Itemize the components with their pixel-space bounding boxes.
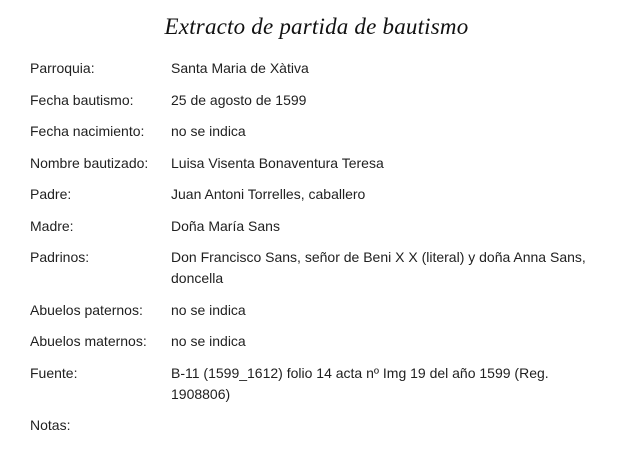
field-row-parroquia <box>30 58 610 79</box>
field-label: Notas: <box>30 417 71 433</box>
field-value: Don Francisco Sans, señor de Beni X X (literal) y doña Anna Sans, doncella <box>171 249 586 286</box>
field-label: Padre: <box>30 186 72 202</box>
record-fields <box>30 58 610 447</box>
field-value: Santa Maria de Xàtiva <box>171 60 309 76</box>
document-title: Extracto de partida de bautismo <box>164 14 469 39</box>
field-value <box>171 415 610 436</box>
field-row-abuelos-maternos <box>30 331 610 352</box>
field-value: B-11 (1599_1612) folio 14 acta nº Img 19 del año 1599 (Reg. 1908806) <box>171 364 549 402</box>
field-value: no se indica <box>171 301 246 318</box>
field-row-fuente <box>30 363 610 405</box>
field-label: Abuelos paternos: <box>30 301 143 318</box>
field-row-nombre-bautizado <box>30 153 610 174</box>
field-row-madre <box>30 216 610 237</box>
field-row-fecha-nacimiento <box>30 121 610 142</box>
field-value: Luisa Visenta Bonaventura Teresa <box>171 154 384 171</box>
field-label: Nombre bautizado: <box>30 154 149 171</box>
field-row-padrinos <box>30 247 610 289</box>
field-label: Fuente: <box>30 364 78 381</box>
field-label: Madre: <box>30 217 74 234</box>
field-label: Fecha bautismo: <box>30 91 134 108</box>
field-value: 25 de agosto de 1599 <box>171 91 307 108</box>
field-row-padre <box>30 184 610 205</box>
field-value: no se indica <box>171 333 246 349</box>
field-label: Abuelos maternos: <box>30 333 147 349</box>
field-label: Padrinos: <box>30 249 90 265</box>
field-row-fecha-bautismo <box>30 90 610 111</box>
field-label: Fecha nacimiento: <box>30 123 145 139</box>
field-row-abuelos-paternos <box>30 300 610 321</box>
field-value: Juan Antoni Torrelles, caballero <box>171 186 366 202</box>
field-label: Parroquia: <box>30 60 95 76</box>
field-value: Doña María Sans <box>171 217 280 234</box>
field-row-notas <box>30 415 610 436</box>
field-value: no se indica <box>171 123 246 139</box>
